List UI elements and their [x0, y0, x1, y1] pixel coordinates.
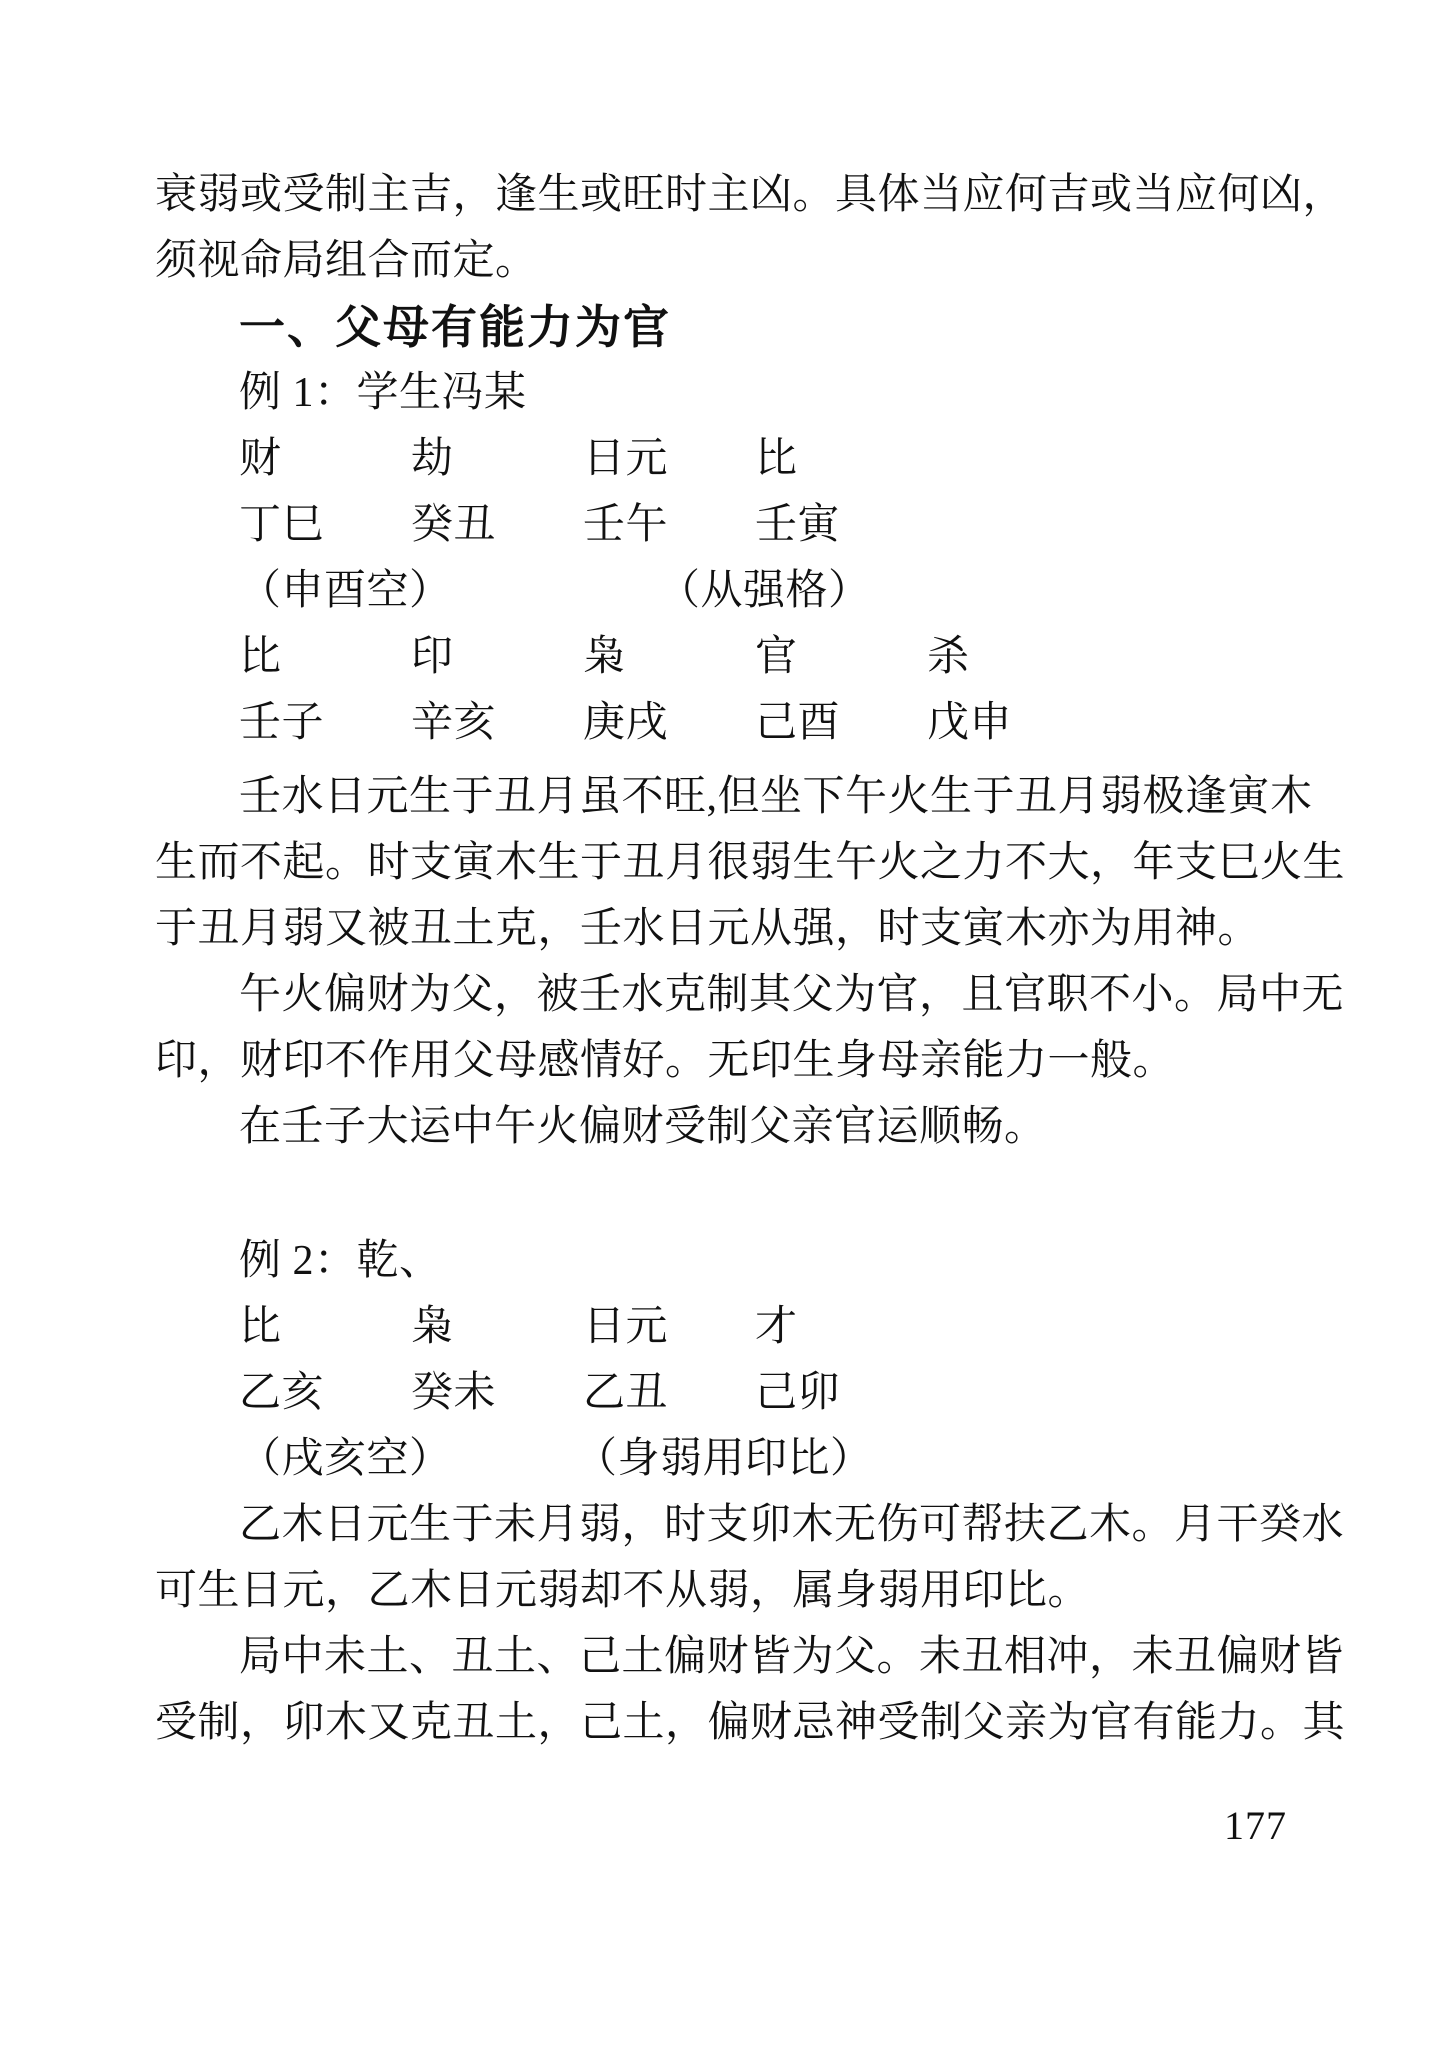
body-line: 于丑月弱又被丑土克，壬水日元从强，时支寅木亦为用神。 — [155, 906, 1261, 952]
ten-god-label: 比 — [239, 1304, 282, 1350]
luck-ten-god-label: 印 — [411, 634, 454, 680]
example2-analysis — [155, 1492, 1346, 1756]
body-line: 壬水日元生于丑月虽不旺,但坐下午火生于丑月弱极逢寅木 — [239, 774, 1313, 820]
example1-luck-pillars-row — [155, 690, 1341, 756]
luck-pillar: 己酉 — [755, 700, 841, 746]
luck-ten-god-label: 枭 — [583, 634, 626, 680]
pillar: 己卯 — [755, 1370, 841, 1416]
ten-god-label: 劫 — [411, 436, 454, 482]
ten-god-label: 才 — [755, 1304, 798, 1350]
pattern-note: （身弱用印比） — [575, 1436, 873, 1482]
luck-pillar: 戊申 — [927, 700, 1013, 746]
ten-god-label: 财 — [239, 436, 282, 482]
example1-title: 例 1：学生冯某 — [239, 370, 527, 416]
void-note: （戌亥空） — [239, 1436, 452, 1482]
body-line: 午火偏财为父，被壬水克制其父为官，且官职不小。局中无 — [239, 972, 1345, 1018]
ten-god-label: 日元 — [583, 1304, 669, 1350]
example1-notes-row — [155, 558, 1341, 624]
page-number: 177 — [1224, 1803, 1287, 1848]
luck-pillar: 辛亥 — [411, 700, 497, 746]
example1-analysis — [155, 764, 1346, 1160]
pattern-note: （从强格） — [658, 568, 871, 614]
intro-line: 须视命局组合而定。 — [155, 238, 538, 284]
luck-ten-god-label: 官 — [755, 634, 798, 680]
body-line: 乙木日元生于未月弱，时支卯木无伤可帮扶乙木。月干癸水 — [239, 1502, 1345, 1548]
luck-ten-god-label: 比 — [239, 634, 282, 680]
example1-luck-ten-gods-row — [155, 624, 1341, 690]
luck-pillar: 壬子 — [239, 700, 325, 746]
pillar: 壬寅 — [755, 502, 841, 548]
page-content — [155, 162, 1346, 1756]
void-note: （申酉空） — [239, 568, 452, 614]
body-line: 生而不起。时支寅木生于丑月很弱生午火之力不大，年支巳火生 — [155, 840, 1346, 886]
pillar: 壬午 — [583, 502, 669, 548]
example2-pillars-row — [155, 1360, 1341, 1426]
pillar: 丁巳 — [239, 502, 325, 548]
section-heading: 一、父母有能力为官 — [239, 301, 671, 353]
example2-ten-gods-row — [155, 1294, 1341, 1360]
example2-title: 例 2：乾、 — [239, 1238, 442, 1284]
body-line: 在壬子大运中午火偏财受制父亲官运顺畅。 — [239, 1104, 1047, 1150]
ten-god-label: 枭 — [411, 1304, 454, 1350]
body-line: 受制，卯木又克丑土，己土，偏财忌神受制父亲为官有能力。其 — [155, 1700, 1346, 1746]
pillar: 乙丑 — [583, 1370, 669, 1416]
example2-notes-row — [155, 1426, 1341, 1492]
pillar: 癸未 — [411, 1370, 497, 1416]
luck-pillar: 庚戌 — [583, 700, 669, 746]
luck-ten-god-label: 杀 — [927, 634, 970, 680]
example1-pillars-row — [155, 492, 1341, 558]
pillar: 乙亥 — [239, 1370, 325, 1416]
body-line: 可生日元，乙木日元弱却不从弱，属身弱用印比。 — [155, 1568, 1091, 1614]
body-line: 局中未土、丑土、己土偏财皆为父。未丑相冲，未丑偏财皆 — [239, 1634, 1345, 1680]
ten-god-label: 日元 — [583, 436, 669, 482]
body-line: 印，财印不作用父母感情好。无印生身母亲能力一般。 — [155, 1038, 1176, 1084]
pillar: 癸丑 — [411, 502, 497, 548]
example1-ten-gods-row — [155, 426, 1341, 492]
ten-god-label: 比 — [755, 436, 798, 482]
intro-line: 衰弱或受制主吉，逢生或旺时主凶。具体当应何吉或当应何凶， — [155, 172, 1346, 218]
